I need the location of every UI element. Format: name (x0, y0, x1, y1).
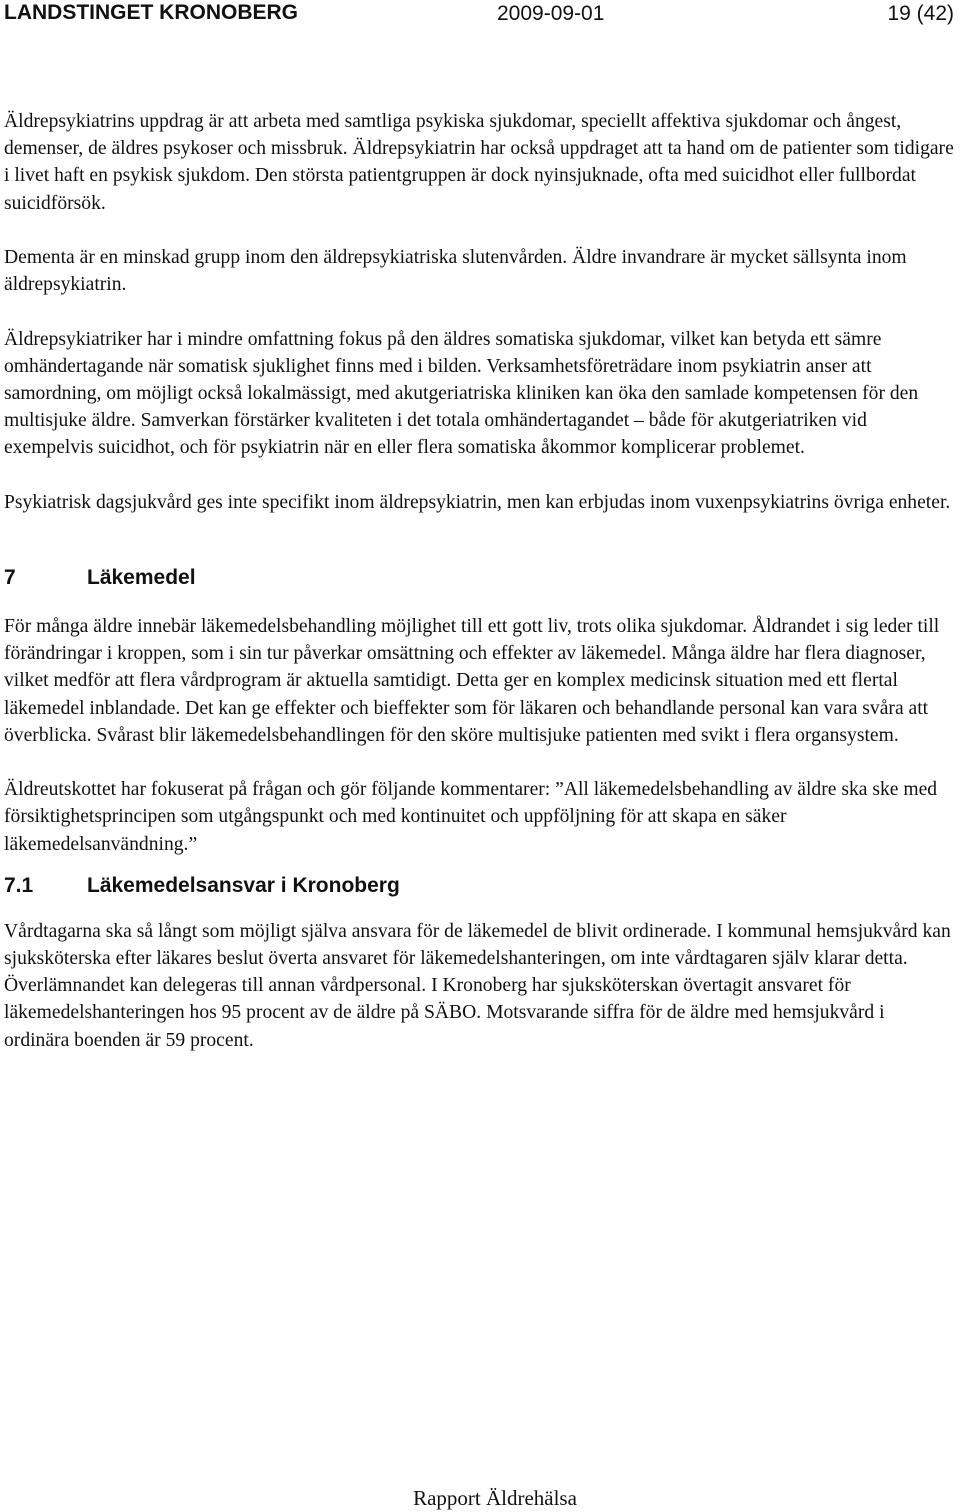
organization-name: LANDSTINGET KRONOBERG (4, 1, 298, 24)
paragraph: Vårdtagarna ska så långt som möjligt själva ansvara för de läkemedel de blivit ordinerade. I kommunal hemsjukvård kan sjuksköterska efter läkares beslut överta ansvaret för läkemedelshanteringen, om inte vårdtagaren själv klarar detta. Överlämnandet kan delegeras till annan vårdpersonal. I Kronoberg har sjuksköterskan övertagit ansvaret för läkemedelshanteringen hos 95 procent av de äldre på SÄBO. Motsvarande siffra för de äldre med hemsjukvård i ordinära boenden är 59 procent. (4, 920, 951, 1051)
section-number: 7 (4, 566, 16, 589)
document-date: 2009-09-01 (497, 2, 605, 25)
paragraph: Psykiatrisk dagsjukvård ges inte specifikt inom äldrepsykiatrin, men kan erbjudas inom vuxenpsykiatrins övriga enheter. (4, 491, 951, 513)
page-header (0, 0, 960, 26)
paragraph: Äldrepsykiatriker har i mindre omfattning fokus på den äldres somatiska sjukdomar, vilket kan betyda ett sämre omhändertagande när somatisk sjuklighet finns med i bilden. Verksamhetsföreträdare inom psykiatrin anser att samordning, om möjligt också lokalmässigt, med akutgeriatriska kliniken kan öka den samlade kompetensen för den multisjuke äldre. Samverkan förstärker kvaliteten i det totala omhändertagandet – både för akutgeriatriken vid exempelvis suicidhot, och för psykiatrin när en eller flera somatiska åkommor komplicerar problemet. (4, 328, 919, 459)
section-number: 7.1 (4, 873, 34, 897)
paragraph: Äldrepsykiatrins uppdrag är att arbeta med samtliga psykiska sjukdomar, speciellt affektiva sjukdomar och ångest, demenser, de äldres psykoser och missbruk. Äldrepsykiatrin har också uppdraget att ta hand om de patienter som tidigare i livet haft en psykisk sjukdom. Den största patientgruppen är dock nyinsjuknade, ofta med suicidhot eller fullbordat suicidförsök. (4, 111, 954, 214)
document-body (4, 108, 954, 1054)
section-heading-7-1 (4, 874, 954, 898)
section-title: Läkemedel (87, 566, 196, 589)
report-title: Rapport Äldrehälsa (413, 1486, 577, 1510)
section-title: Läkemedelsansvar i Kronoberg (87, 873, 400, 897)
paragraph: Äldreutskottet har fokuserat på frågan och gör följande kommentarer: ”All läkemedelsbehandling av äldre ska ske med försiktighetsprincipen som utgångspunkt och med kontinuitet och uppföljning för att skapa en säker läkemedelsanvändning.” (4, 779, 938, 855)
section-heading-7 (4, 566, 954, 590)
page-number: 19 (42) (887, 2, 954, 25)
page-footer (0, 1486, 960, 1511)
paragraph: Dementa är en minskad grupp inom den äldrepsykiatriska slutenvården. Äldre invandrare är mycket sällsynta inom äldrepsykiatrin. (4, 247, 907, 296)
paragraph: För många äldre innebär läkemedelsbehandling möjlighet till ett gott liv, trots olika sjukdomar. Åldrandet i sig leder till förändringar i kroppen, som i sin tur påverkar omsättning och effekter av läkemedel. Många äldre har flera diagnoser, vilket medför att flera vårdprogram är aktuella samtidigt. Detta ger en komplex medicinsk situation med ett flertal läkemedel inblandade. Det kan ge effekter och bieffekter som för läkaren och behandlande personal kan vara svåra att överblicka. Svårast blir läkemedelsbehandlingen för den sköre multisjuke patienten med svikt i flera organsystem. (4, 616, 940, 746)
